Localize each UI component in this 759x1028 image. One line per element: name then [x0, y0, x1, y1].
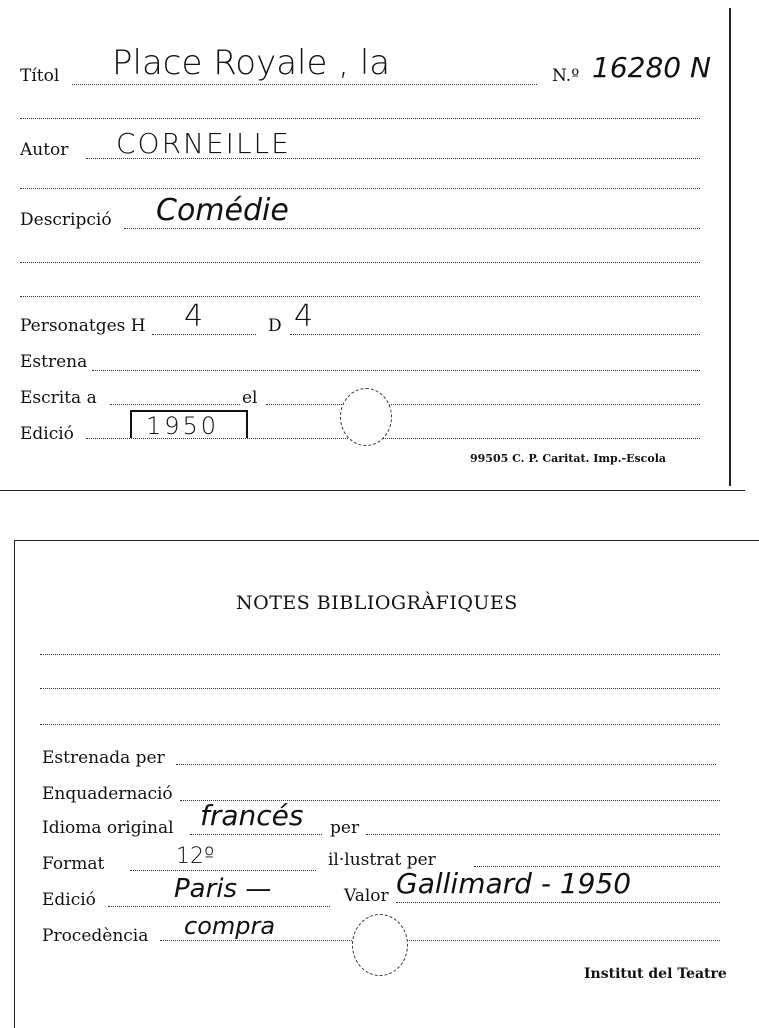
procedencia-label: Procedència — [42, 926, 149, 946]
descripcio-line — [124, 228, 700, 229]
format-value: 12º — [176, 844, 215, 869]
card-edge-bottom — [0, 490, 745, 491]
estrena-line — [92, 370, 700, 371]
personatges-label: Personatges H — [20, 316, 146, 336]
autor-value: CORNEILLE — [116, 127, 291, 160]
catalog-card-front — [0, 0, 759, 500]
notes-heading: NOTES BIBLIOGRÀFIQUES — [236, 592, 518, 614]
notes-line-2 — [40, 688, 720, 689]
personatges-d-line — [290, 334, 700, 335]
descripcio-label: Descripció — [20, 210, 112, 230]
titol-line — [72, 84, 537, 85]
personatges-d-value: 4 — [294, 299, 314, 334]
number-label: N.º — [552, 66, 580, 86]
back-edicio-label: Edició — [42, 890, 96, 910]
valor-value: Gallimard - 1950 — [396, 867, 632, 900]
autor-line-2 — [20, 188, 700, 189]
escrita-line — [110, 404, 240, 405]
notes-line-1 — [40, 654, 720, 655]
idioma-label: Idioma original — [42, 818, 174, 838]
notes-line-3 — [40, 724, 720, 725]
estrenada-label: Estrenada per — [42, 748, 165, 768]
escrita-el-label: el — [242, 388, 258, 408]
back-edicio-value: Paris — — [174, 874, 272, 904]
valor-label: Valor — [344, 886, 389, 906]
personatges-h-value: 4 — [184, 299, 204, 334]
descripcio-value: Comédie — [156, 193, 289, 228]
descripcio-line-3 — [20, 296, 700, 297]
procedencia-value: compra — [184, 912, 276, 940]
card-edge-right — [729, 8, 731, 486]
personatges-h-line — [152, 334, 256, 335]
number-value: 16280 N — [592, 51, 711, 84]
idioma-per-line — [366, 834, 720, 835]
escrita-label: Escrita a — [20, 388, 97, 408]
autor-label: Autor — [20, 140, 69, 160]
printer-imprint: 99505 C. P. Caritat. Imp.-Escola — [470, 452, 667, 465]
estrenada-line — [176, 764, 716, 765]
card-edge-left — [14, 540, 15, 1028]
escrita-el-line — [266, 404, 700, 405]
illustrat-label: il·lustrat per — [328, 850, 436, 870]
back-edicio-line — [108, 906, 330, 907]
edicio-value: 1950 — [146, 412, 220, 440]
enquadernacio-label: Enquadernació — [42, 784, 173, 804]
procedencia-line — [160, 940, 720, 941]
valor-line — [396, 902, 720, 903]
institut-imprint: Institut del Teatre — [584, 966, 727, 982]
back-punch-hole — [352, 914, 408, 976]
idioma-per-label: per — [330, 818, 360, 838]
titol-value: Place Royale , la — [112, 43, 391, 83]
idioma-value: francés — [200, 799, 304, 832]
format-label: Format — [42, 854, 105, 874]
descripcio-line-2 — [20, 262, 700, 263]
format-line — [130, 870, 316, 871]
titol-line-2 — [20, 118, 700, 119]
card-edge-top — [14, 540, 759, 541]
idioma-line — [190, 834, 322, 835]
titol-label: Títol — [20, 66, 60, 86]
estrena-label: Estrena — [20, 352, 88, 372]
punch-hole — [340, 388, 392, 446]
personatges-d-label: D — [268, 316, 282, 336]
catalog-card-back — [0, 530, 759, 1028]
edicio-label: Edició — [20, 424, 74, 444]
